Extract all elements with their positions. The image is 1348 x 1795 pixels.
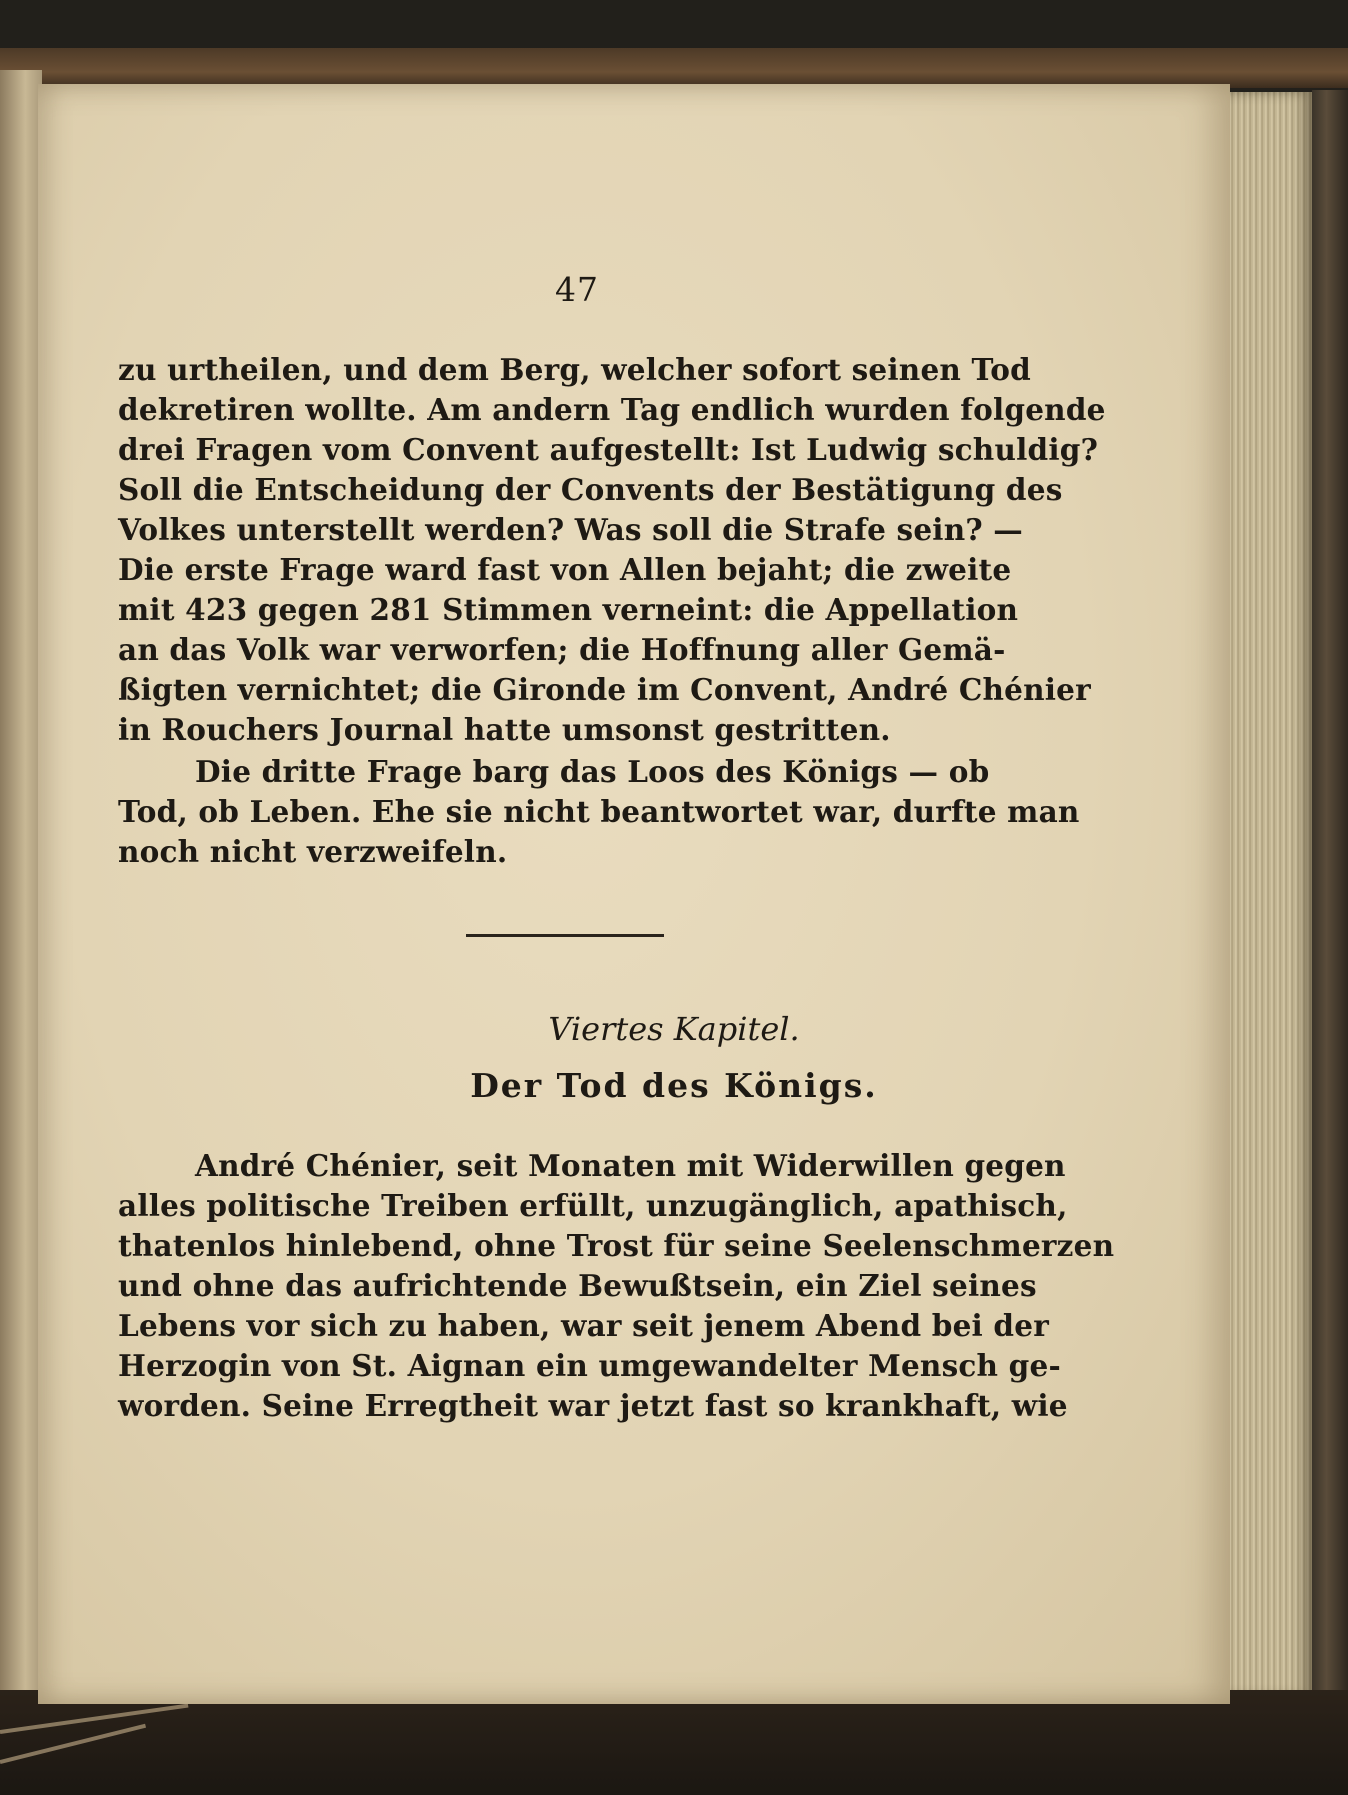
text-line: Soll die Entscheidung der Convents der Bestätigung des [118,472,1063,507]
text-line: drei Fragen vom Convent aufgestellt: Ist Ludwig schuldig? [118,432,1099,467]
book-cover-bottom [0,1690,1348,1795]
text-line: thatenlos hinlebend, ohne Trost für seine Seelenschmerzen [118,1228,1115,1263]
text-line: Lebens vor sich zu haben, war seit jenem Abend bei der [118,1308,1049,1343]
text-line: mit 423 gegen 281 Stimmen verneint: die Appellation [118,592,1019,627]
text-line: und ohne das aufrichtende Bewußtsein, ein Ziel seines [118,1268,1037,1303]
text-line: Die erste Frage ward fast von Allen bejaht; die zweite [118,552,1012,587]
text-line: Herzogin von St. Aignan ein umgewandelter Mensch ge- [118,1348,1061,1383]
text-line: in Rouchers Journal hatte umsonst gestritten. [118,712,891,747]
text-line: Die dritte Frage barg das Loos des Königs — ob [195,754,990,789]
section-divider [466,934,664,937]
chapter-title: Viertes Kapitel. [548,1010,800,1048]
book-page [38,84,1230,1704]
text-line: ßigten vernichtet; die Gironde im Convent, André Chénier [118,672,1091,707]
text-line: Volkes unterstellt werden? Was soll die Strafe sein? — [118,512,1024,547]
chapter-subtitle: Der Tod des Königs. [470,1066,878,1105]
left-page-edge [0,70,42,1690]
book-cover-right [1312,90,1348,1700]
text-line: dekretiren wollte. Am andern Tag endlich wurden folgende [118,392,1106,427]
text-line: André Chénier, seit Monaten mit Widerwillen gegen [195,1148,1066,1183]
text-line: zu urtheilen, und dem Berg, welcher sofort seinen Tod [118,352,1032,387]
page-number: 47 [555,270,599,309]
text-line: Tod, ob Leben. Ehe sie nicht beantwortet war, durfte man [118,794,1080,829]
text-line: alles politische Treiben erfüllt, unzugänglich, apathisch, [118,1188,1068,1223]
text-line: an das Volk war verworfen; die Hoffnung aller Gemä- [118,632,1006,667]
book-cover-top [0,48,1348,88]
text-line: worden. Seine Erregtheit war jetzt fast so krankhaft, wie [118,1388,1068,1423]
text-line: noch nicht verzweifeln. [118,834,508,869]
page-block-edges [1222,92,1314,1697]
